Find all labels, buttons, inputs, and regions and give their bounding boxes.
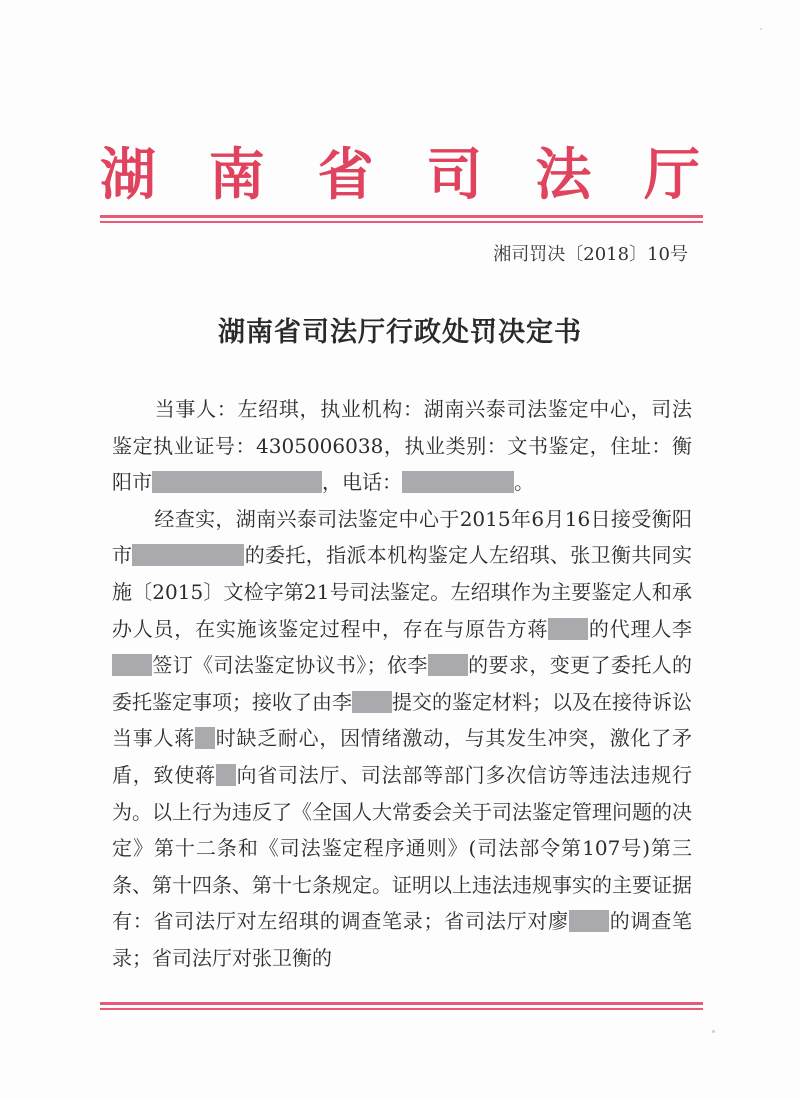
document-body [112,391,692,977]
facts-text-4: 签订《司法鉴定协议书》；依李 [152,653,428,678]
redaction-client [132,544,244,566]
facts-paragraph [112,501,692,977]
footer-divider-thin [100,1008,703,1010]
header-char-3: 省 [317,142,374,208]
header-divider-thin [100,221,703,223]
party-text-2: ，电话： [322,470,402,495]
redaction-name [216,764,236,786]
party-text-3: 。 [514,470,534,495]
redaction-address [152,471,322,493]
party-paragraph [112,391,692,501]
footer-divider-thick [100,1002,703,1005]
redaction-name [112,654,152,676]
party-text-1: 当事人：左绍琪，执业机构：湖南兴泰司法鉴定中心，司法鉴定执业证号：4305006038，执业类别：文书鉴定，住址：衡阳市 [112,397,692,495]
facts-text-7: 时缺乏耐心，因情绪激动，与其发生冲突，激化了矛盾，致使蒋 [112,726,693,787]
facts-text-3: 的代理人李 [588,616,693,641]
redaction-name [352,691,392,713]
redaction-name [568,618,588,640]
facts-text-1: 经查实，湖南兴泰司法鉴定中心于2015年6月16日接受衡阳市 [112,506,692,568]
redaction-name [195,727,215,749]
document-number: 湘司罚决〔2018〕10号 [493,244,688,265]
issuing-authority-header [100,140,700,210]
scan-speck [712,1030,715,1033]
header-char-1: 湖 [100,142,156,208]
facts-text-2: 的委托，指派本机构鉴定人左绍琪、张卫衡共同实施〔2015〕文检字第21号司法鉴定。左绍琪作为主要鉴定人和承办人员，在实施该鉴定过程中，存在与原告方蒋 [112,543,693,641]
header-char-4: 司 [426,142,483,208]
scan-speck [760,28,762,30]
header-char-5: 法 [535,142,592,208]
redaction-name [548,618,568,640]
document-title: 湖南省司法厅行政处罚决定书 [218,317,582,348]
facts-text-6: 提交的鉴定材料；以及在接待诉讼当事人蒋 [112,689,692,751]
facts-text-8: 向省司法厅、司法部等部门多次信访等违法违规行为。以上行为违反了《全国人大常委会关于司法鉴定管理问题的决定》第十二条和《司法鉴定程序通则》(司法部令第107号)第三条、第十四条、第十七条规定。证明以上违法违规事实的主要证据有：省司法厅对左绍琪的调查笔录；省司法厅对廖 [112,762,693,934]
header-char-2: 南 [208,142,265,208]
facts-text-9: 的调查笔录；省司法厅对张卫衡的 [112,909,693,970]
header-char-6: 厅 [643,142,700,208]
redaction-phone [402,471,514,493]
facts-text-5: 的要求，变更了委托人的委托鉴定事项；接收了由李 [112,653,693,714]
redaction-name [569,910,609,932]
redaction-name [428,654,468,676]
header-divider-thick [100,215,703,218]
